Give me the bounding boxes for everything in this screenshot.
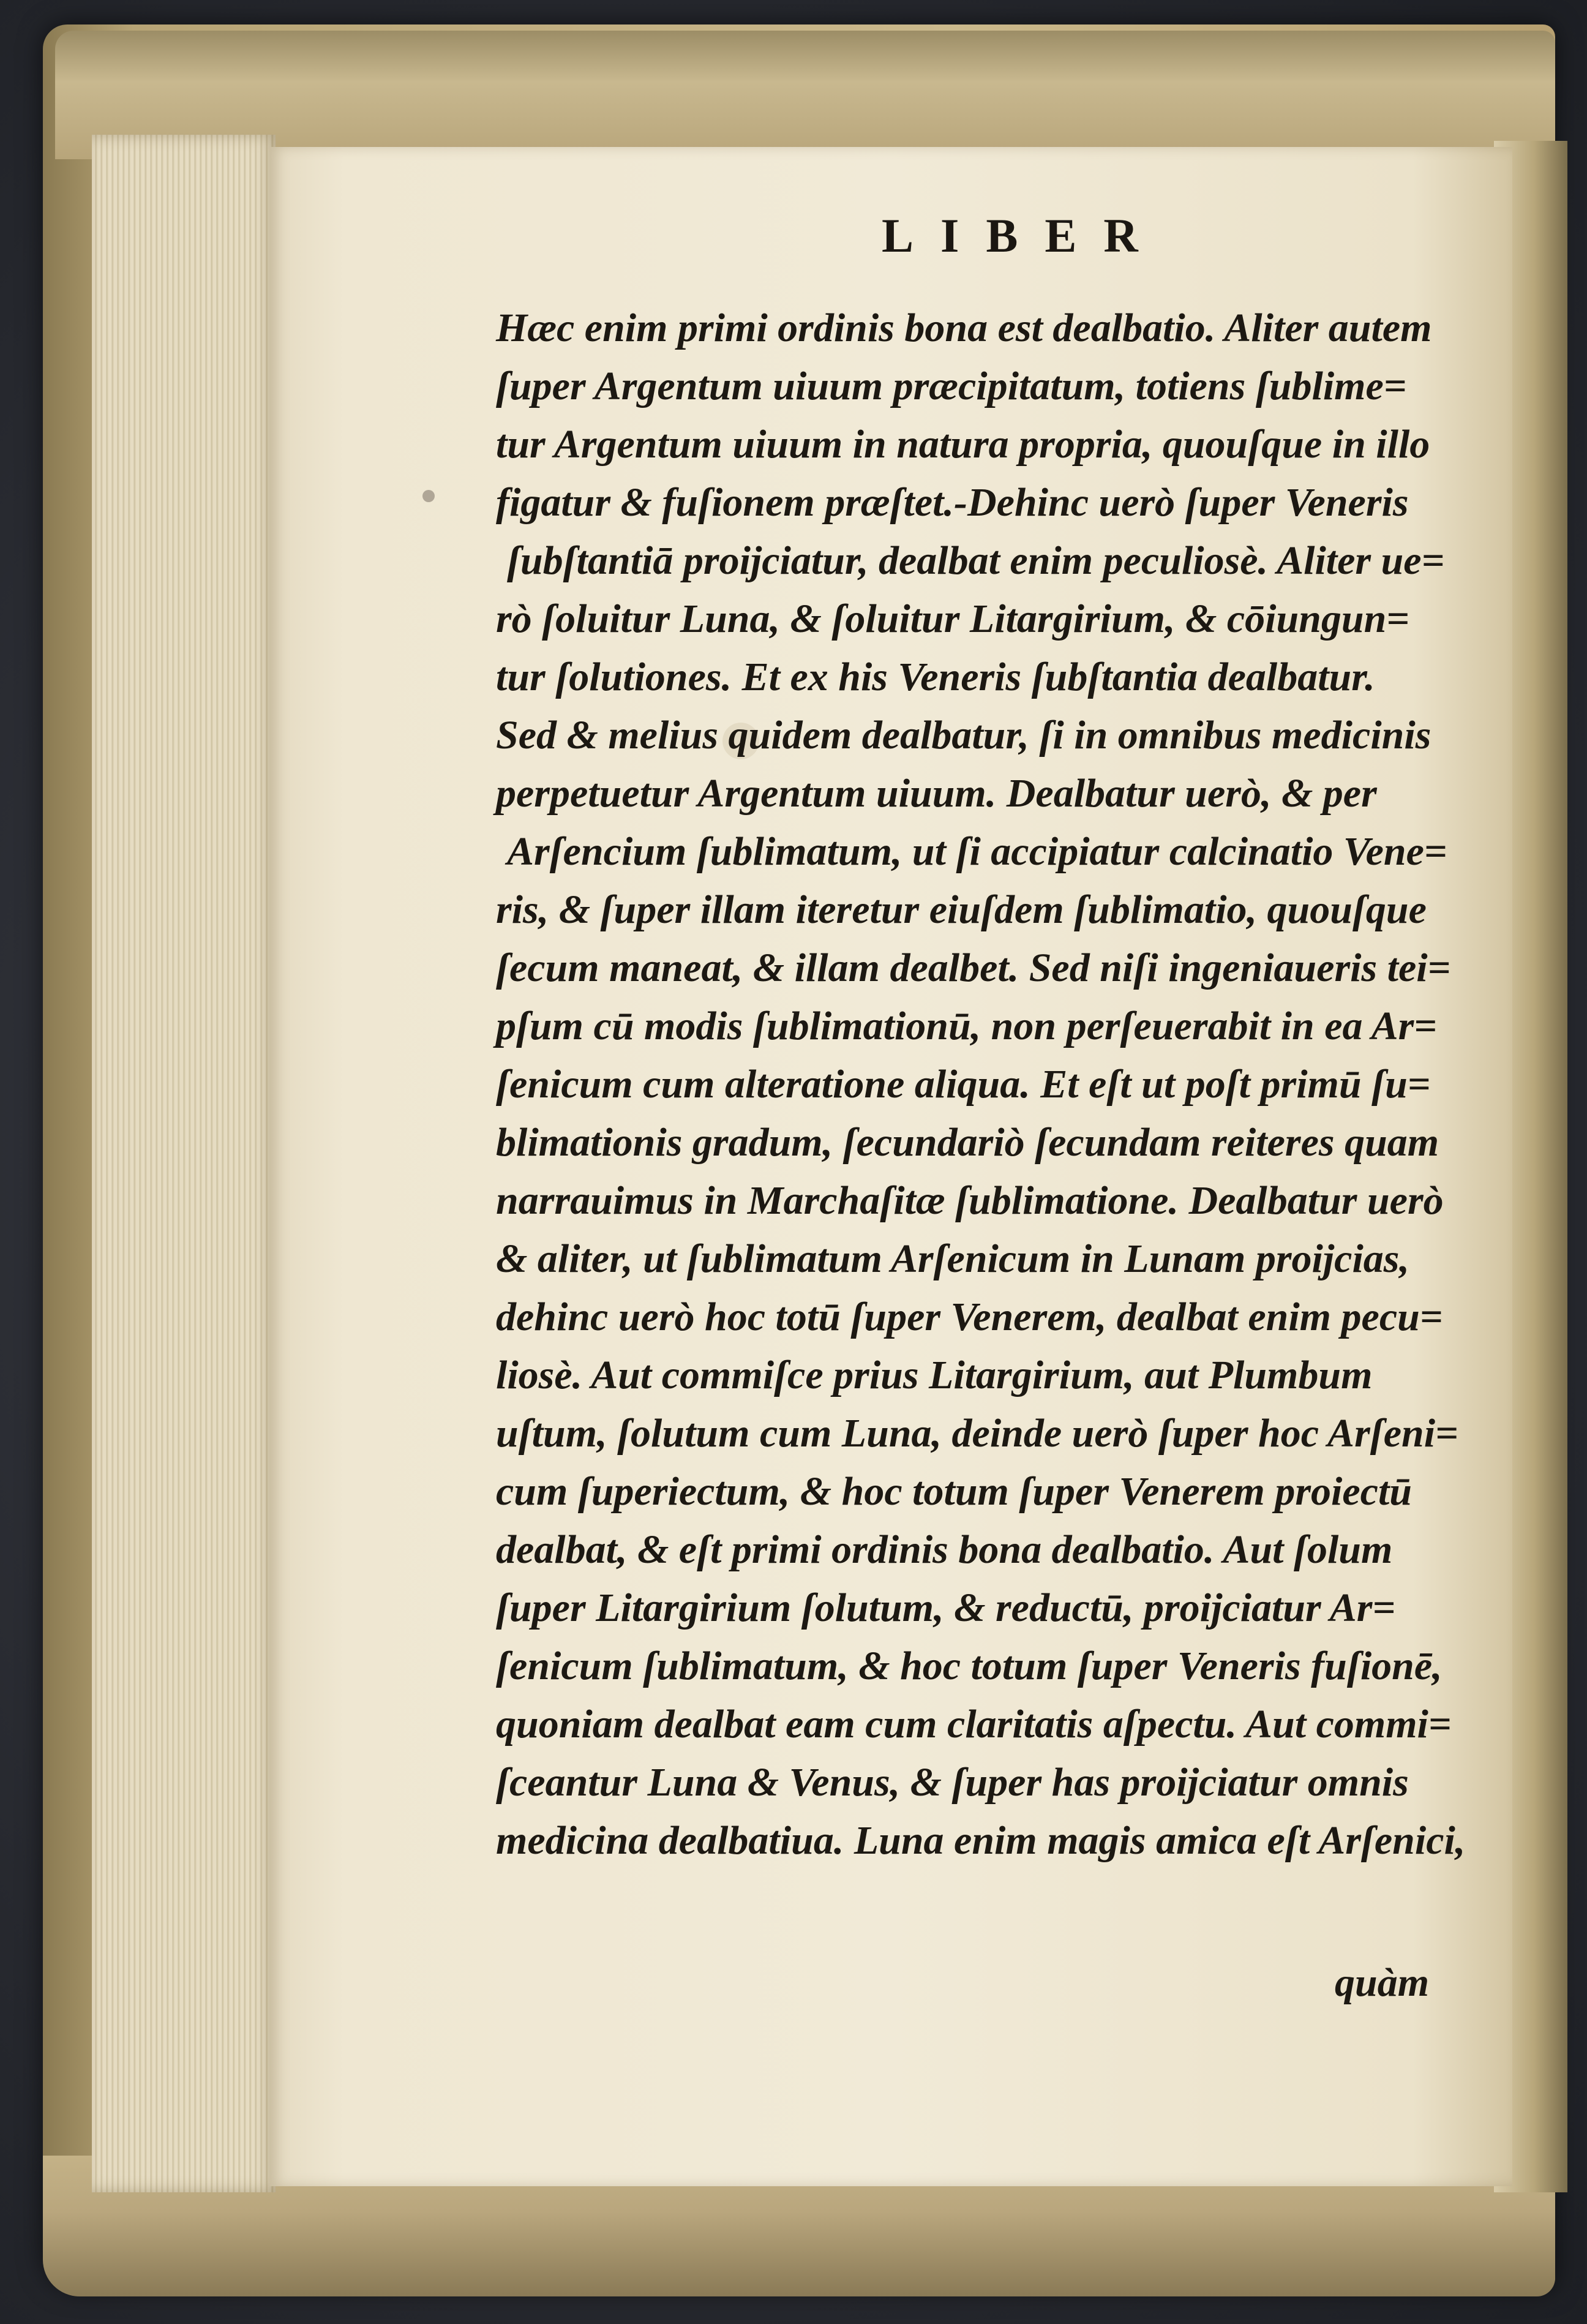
- text-line: ſecum maneat, & illam dealbet. Sed niſi ingeniaueris tei=: [496, 946, 1451, 990]
- text-line: ſenicum cum alteratione aliqua. Et eſt ut poſt primū ſu=: [496, 1062, 1431, 1107]
- page-edges: [92, 135, 276, 2192]
- text-line: tur ſolutiones. Et ex his Veneris ſubſtantia dealbatur.: [496, 655, 1375, 699]
- text-line: rò ſoluitur Luna, & ſoluitur Litargirium, & cōiungun=: [496, 596, 1409, 641]
- text-line: perpetuetur Argentum uiuum. Dealbatur uerò, & per: [496, 771, 1377, 816]
- body-text: [496, 299, 1525, 1870]
- text-line: narrauimus in Marchaſitæ ſublimatione. Dealbatur uerò: [496, 1178, 1444, 1223]
- text-line: dehinc uerò hoc totū ſuper Venerem, dealbat enim pecu=: [496, 1295, 1443, 1339]
- text-line: ſubſtantiā proijciatur, dealbat enim peculiosè. Aliter ue=: [507, 538, 1445, 583]
- text-line: liosè. Aut commiſce prius Litargirium, aut Plumbum: [496, 1353, 1373, 1397]
- text-line: pſum cū modis ſublimationū, non perſeuerabit in ea Ar=: [496, 1004, 1437, 1048]
- text-line: ſuper Litargirium ſolutum, & reductū, proijciatur Ar=: [496, 1585, 1396, 1630]
- catchword: quàm: [1335, 1960, 1430, 2005]
- text-line: ſceantur Luna & Venus, & ſuper has proijciatur omnis: [496, 1760, 1409, 1805]
- text-line: figatur & fuſionem præſtet.-Dehinc uerò ſuper Veneris: [496, 480, 1409, 525]
- binding-top-edge: [55, 31, 1555, 159]
- text-line: ſenicum ſublimatum, & hoc totum ſuper Veneris fuſionē,: [496, 1644, 1443, 1688]
- text-line: cum ſuperiectum, & hoc totum ſuper Venerem proiectū: [496, 1469, 1412, 1514]
- text-line: dealbat, & eſt primi ordinis bona dealbatio. Aut ſolum: [496, 1527, 1393, 1572]
- text-line: tur Argentum uiuum in natura propria, quouſque in illo: [496, 422, 1430, 467]
- text-line: Sed & melius quidem dealbatur, ſi in omnibus medicinis: [496, 713, 1431, 758]
- paper-stain: [422, 490, 435, 502]
- text-line: blimationis gradum, ſecundariò ſecundam reiteres quam: [496, 1120, 1439, 1165]
- text-line: & aliter, ut ſublimatum Arſenicum in Lunam proijcias,: [496, 1236, 1409, 1281]
- text-line: ris, & ſuper illam iteretur eiuſdem ſublimatio, quouſque: [496, 887, 1427, 932]
- text-line: uſtum, ſolutum cum Luna, deinde uerò ſuper hoc Arſeni=: [496, 1411, 1458, 1456]
- text-line: quoniam dealbat eam cum claritatis aſpectu. Aut commi=: [496, 1702, 1452, 1747]
- text-line: Arſencium ſublimatum, ut ſi accipiatur calcinatio Vene=: [507, 829, 1447, 874]
- text-line: Hæc enim primi ordinis bona est dealbatio. Aliter autem: [496, 306, 1432, 350]
- text-line: ſuper Argentum uiuum præcipitatum, totiens ſublime=: [496, 364, 1407, 408]
- running-header: LIBER: [882, 209, 1165, 262]
- text-line: medicina dealbatiua. Luna enim magis amica eſt Arſenici,: [496, 1818, 1466, 1863]
